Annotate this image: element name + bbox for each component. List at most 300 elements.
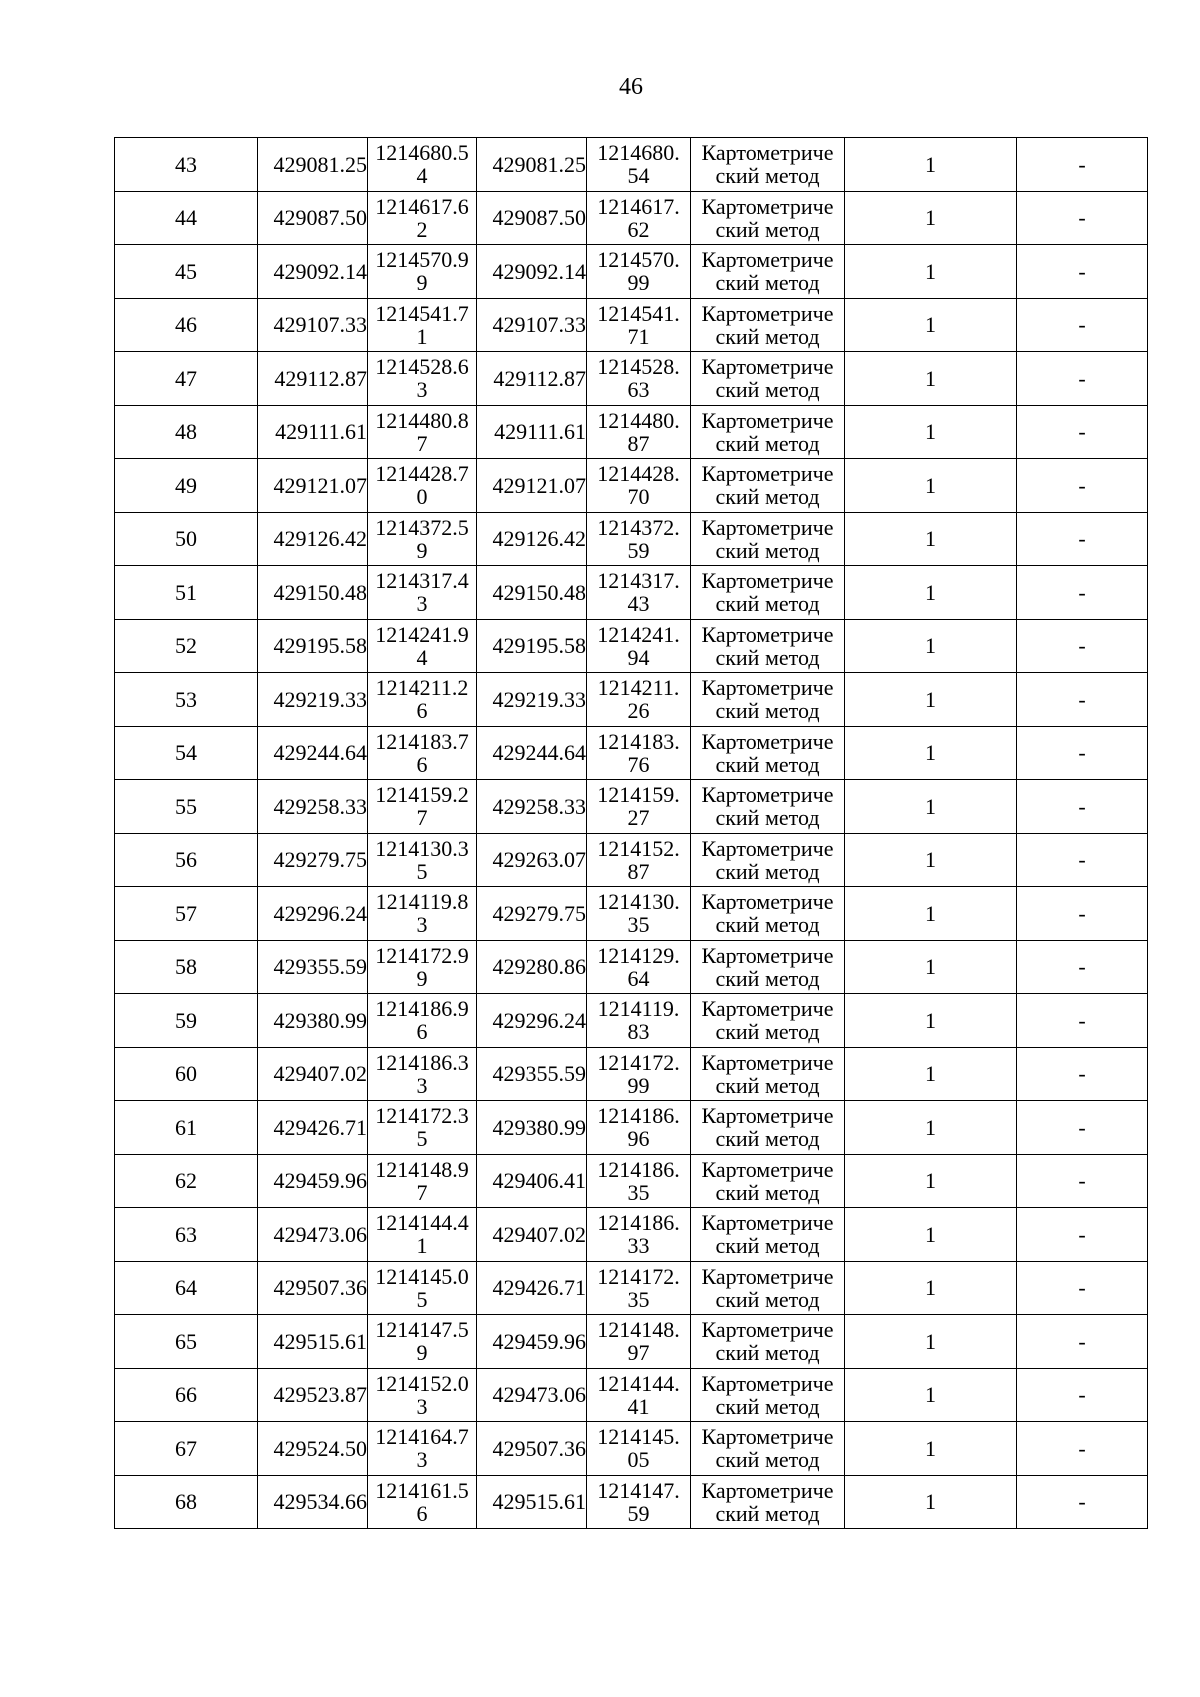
y-coordinate-line: 1214164.7 bbox=[375, 1424, 469, 1450]
x-coordinate-cell: 429296.24 bbox=[258, 887, 368, 941]
x-coordinate-alt-cell: 429263.07 bbox=[477, 833, 587, 887]
y-coordinate-line: 1214183.7 bbox=[375, 728, 469, 754]
y-coordinate-alt-line: 1214570. bbox=[597, 247, 680, 273]
x-coordinate-alt-cell: 429355.59 bbox=[477, 1047, 587, 1101]
x-coordinate-cell: 429515.61 bbox=[258, 1315, 368, 1369]
table-row bbox=[115, 619, 1148, 673]
method-line: Картометриче bbox=[701, 1317, 834, 1343]
note-cell: - bbox=[1017, 1475, 1148, 1529]
y-coordinate-alt-line: 1214145. bbox=[597, 1424, 680, 1450]
y-coordinate-line: 1214144.4 bbox=[375, 1210, 469, 1236]
y-coordinate-alt-line: 96 bbox=[627, 1126, 650, 1152]
method-cell bbox=[691, 245, 845, 299]
point-number-cell: 59 bbox=[115, 994, 258, 1048]
y-coordinate-cell bbox=[368, 1047, 477, 1101]
y-coordinate-line: 1214145.0 bbox=[375, 1263, 469, 1289]
method-line: ский метод bbox=[715, 1340, 820, 1366]
method-line: ский метод bbox=[715, 912, 820, 938]
y-coordinate-cell bbox=[368, 405, 477, 459]
method-line: ский метод bbox=[715, 1393, 820, 1419]
table-row bbox=[115, 1475, 1148, 1529]
y-coordinate-alt-line: 87 bbox=[627, 430, 650, 456]
note-cell: - bbox=[1017, 619, 1148, 673]
y-coordinate-alt-cell bbox=[587, 1154, 691, 1208]
y-coordinate-alt-line: 99 bbox=[627, 1072, 650, 1098]
y-coordinate-alt-cell bbox=[587, 1101, 691, 1155]
x-coordinate-cell: 429473.06 bbox=[258, 1208, 368, 1262]
method-cell bbox=[691, 994, 845, 1048]
method-line: Картометриче bbox=[701, 1477, 834, 1503]
table-row bbox=[115, 298, 1148, 352]
point-number-cell: 63 bbox=[115, 1208, 258, 1262]
y-coordinate-alt-cell bbox=[587, 1047, 691, 1101]
method-line: Картометриче bbox=[701, 568, 834, 594]
note-cell: - bbox=[1017, 1368, 1148, 1422]
method-line: Картометриче bbox=[701, 514, 834, 540]
y-coordinate-line: 2 bbox=[416, 216, 428, 242]
y-coordinate-line: 1214541.7 bbox=[375, 300, 469, 326]
point-number-cell: 67 bbox=[115, 1422, 258, 1476]
y-coordinate-cell bbox=[368, 459, 477, 513]
note-cell: - bbox=[1017, 512, 1148, 566]
y-coordinate-alt-line: 1214172. bbox=[597, 1263, 680, 1289]
point-number-cell: 62 bbox=[115, 1154, 258, 1208]
accuracy-cell: 1 bbox=[845, 726, 1017, 780]
y-coordinate-alt-line: 71 bbox=[627, 323, 650, 349]
y-coordinate-line: 1214372.5 bbox=[375, 514, 469, 540]
x-coordinate-alt-cell: 429121.07 bbox=[477, 459, 587, 513]
y-coordinate-line: 1214172.9 bbox=[375, 942, 469, 968]
y-coordinate-line: 5 bbox=[416, 858, 428, 884]
y-coordinate-line: 1214186.3 bbox=[375, 1049, 469, 1075]
method-line: Картометриче bbox=[701, 461, 834, 487]
method-cell bbox=[691, 191, 845, 245]
y-coordinate-line: 3 bbox=[416, 1393, 428, 1419]
table-row bbox=[115, 191, 1148, 245]
note-cell: - bbox=[1017, 1047, 1148, 1101]
y-coordinate-alt-cell bbox=[587, 566, 691, 620]
y-coordinate-alt-cell bbox=[587, 619, 691, 673]
note-cell: - bbox=[1017, 726, 1148, 780]
method-cell bbox=[691, 512, 845, 566]
y-coordinate-cell bbox=[368, 1154, 477, 1208]
y-coordinate-cell bbox=[368, 1101, 477, 1155]
point-number-cell: 46 bbox=[115, 298, 258, 352]
point-number-cell: 50 bbox=[115, 512, 258, 566]
method-line: ский метод bbox=[715, 805, 820, 831]
y-coordinate-cell bbox=[368, 994, 477, 1048]
x-coordinate-alt-cell: 429244.64 bbox=[477, 726, 587, 780]
y-coordinate-cell bbox=[368, 191, 477, 245]
y-coordinate-alt-line: 1214159. bbox=[597, 782, 680, 808]
x-coordinate-cell: 429081.25 bbox=[258, 138, 368, 192]
table-row bbox=[115, 994, 1148, 1048]
method-cell bbox=[691, 833, 845, 887]
x-coordinate-alt-cell: 429407.02 bbox=[477, 1208, 587, 1262]
y-coordinate-line: 1214317.4 bbox=[375, 568, 469, 594]
y-coordinate-cell bbox=[368, 1208, 477, 1262]
method-cell bbox=[691, 673, 845, 727]
y-coordinate-line: 1214480.8 bbox=[375, 407, 469, 433]
y-coordinate-line: 1214617.6 bbox=[375, 193, 469, 219]
y-coordinate-alt-line: 1214186. bbox=[597, 1103, 680, 1129]
y-coordinate-alt-cell bbox=[587, 459, 691, 513]
y-coordinate-line: 0 bbox=[416, 484, 428, 510]
x-coordinate-cell: 429092.14 bbox=[258, 245, 368, 299]
y-coordinate-alt-cell bbox=[587, 352, 691, 406]
y-coordinate-alt-line: 33 bbox=[627, 1233, 650, 1259]
y-coordinate-alt-line: 43 bbox=[627, 591, 650, 617]
y-coordinate-line: 3 bbox=[416, 1447, 428, 1473]
method-line: ский метод bbox=[715, 1126, 820, 1152]
y-coordinate-alt-line: 87 bbox=[627, 858, 650, 884]
method-line: ский метод bbox=[715, 163, 820, 189]
point-number-cell: 68 bbox=[115, 1475, 258, 1529]
y-coordinate-line: 1214528.6 bbox=[375, 354, 469, 380]
method-cell bbox=[691, 1422, 845, 1476]
y-coordinate-alt-line: 76 bbox=[627, 751, 650, 777]
method-line: Картометриче bbox=[701, 1210, 834, 1236]
y-coordinate-line: 7 bbox=[416, 805, 428, 831]
accuracy-cell: 1 bbox=[845, 138, 1017, 192]
y-coordinate-cell bbox=[368, 1368, 477, 1422]
method-cell bbox=[691, 1368, 845, 1422]
y-coordinate-cell bbox=[368, 245, 477, 299]
accuracy-cell: 1 bbox=[845, 1422, 1017, 1476]
note-cell: - bbox=[1017, 780, 1148, 834]
note-cell: - bbox=[1017, 1154, 1148, 1208]
note-cell: - bbox=[1017, 1261, 1148, 1315]
method-cell bbox=[691, 1315, 845, 1369]
y-coordinate-alt-line: 62 bbox=[627, 216, 650, 242]
y-coordinate-alt-cell bbox=[587, 512, 691, 566]
y-coordinate-alt-line: 63 bbox=[627, 377, 650, 403]
table-row bbox=[115, 1154, 1148, 1208]
point-number-cell: 66 bbox=[115, 1368, 258, 1422]
point-number-cell: 49 bbox=[115, 459, 258, 513]
y-coordinate-cell bbox=[368, 780, 477, 834]
x-coordinate-cell: 429107.33 bbox=[258, 298, 368, 352]
y-coordinate-line: 1214570.9 bbox=[375, 247, 469, 273]
accuracy-cell: 1 bbox=[845, 780, 1017, 834]
x-coordinate-alt-cell: 429081.25 bbox=[477, 138, 587, 192]
y-coordinate-line: 6 bbox=[416, 751, 428, 777]
y-coordinate-alt-cell bbox=[587, 833, 691, 887]
method-line: Картометриче bbox=[701, 193, 834, 219]
y-coordinate-line: 1 bbox=[416, 323, 428, 349]
y-coordinate-line: 3 bbox=[416, 591, 428, 617]
accuracy-cell: 1 bbox=[845, 1315, 1017, 1369]
method-line: Картометриче bbox=[701, 728, 834, 754]
accuracy-cell: 1 bbox=[845, 887, 1017, 941]
y-coordinate-line: 1214161.5 bbox=[375, 1477, 469, 1503]
y-coordinate-alt-cell bbox=[587, 245, 691, 299]
method-cell bbox=[691, 1154, 845, 1208]
point-number-cell: 44 bbox=[115, 191, 258, 245]
point-number-cell: 58 bbox=[115, 940, 258, 994]
method-line: Картометриче bbox=[701, 300, 834, 326]
x-coordinate-cell: 429111.61 bbox=[258, 405, 368, 459]
y-coordinate-cell bbox=[368, 1475, 477, 1529]
accuracy-cell: 1 bbox=[845, 940, 1017, 994]
accuracy-cell: 1 bbox=[845, 566, 1017, 620]
y-coordinate-line: 1214428.7 bbox=[375, 461, 469, 487]
y-coordinate-alt-line: 35 bbox=[627, 1179, 650, 1205]
y-coordinate-line: 9 bbox=[416, 270, 428, 296]
method-line: ский метод bbox=[715, 1179, 820, 1205]
table-row bbox=[115, 887, 1148, 941]
y-coordinate-alt-line: 1214372. bbox=[597, 514, 680, 540]
y-coordinate-line: 5 bbox=[416, 1126, 428, 1152]
y-coordinate-alt-line: 1214186. bbox=[597, 1156, 680, 1182]
accuracy-cell: 1 bbox=[845, 994, 1017, 1048]
method-cell bbox=[691, 726, 845, 780]
y-coordinate-line: 1214147.5 bbox=[375, 1317, 469, 1343]
point-number-cell: 57 bbox=[115, 887, 258, 941]
y-coordinate-alt-line: 1214541. bbox=[597, 300, 680, 326]
note-cell: - bbox=[1017, 245, 1148, 299]
point-number-cell: 47 bbox=[115, 352, 258, 406]
y-coordinate-alt-line: 1214130. bbox=[597, 889, 680, 915]
y-coordinate-alt-line: 1214617. bbox=[597, 193, 680, 219]
y-coordinate-cell bbox=[368, 512, 477, 566]
x-coordinate-alt-cell: 429111.61 bbox=[477, 405, 587, 459]
method-line: ский метод bbox=[715, 965, 820, 991]
x-coordinate-alt-cell: 429380.99 bbox=[477, 1101, 587, 1155]
y-coordinate-cell bbox=[368, 940, 477, 994]
note-cell: - bbox=[1017, 459, 1148, 513]
method-line: Картометриче bbox=[701, 1370, 834, 1396]
x-coordinate-cell: 429121.07 bbox=[258, 459, 368, 513]
note-cell: - bbox=[1017, 566, 1148, 620]
y-coordinate-line: 7 bbox=[416, 1179, 428, 1205]
point-number-cell: 61 bbox=[115, 1101, 258, 1155]
y-coordinate-cell bbox=[368, 566, 477, 620]
y-coordinate-alt-line: 1214119. bbox=[597, 996, 680, 1022]
y-coordinate-cell bbox=[368, 1422, 477, 1476]
y-coordinate-alt-cell bbox=[587, 673, 691, 727]
y-coordinate-line: 1214186.9 bbox=[375, 996, 469, 1022]
method-cell bbox=[691, 619, 845, 673]
x-coordinate-cell: 429258.33 bbox=[258, 780, 368, 834]
method-line: Картометриче bbox=[701, 407, 834, 433]
y-coordinate-alt-cell bbox=[587, 1368, 691, 1422]
y-coordinate-line: 4 bbox=[416, 163, 428, 189]
method-line: Картометриче bbox=[701, 889, 834, 915]
table-row bbox=[115, 138, 1148, 192]
y-coordinate-alt-line: 1214211. bbox=[597, 675, 680, 701]
y-coordinate-alt-cell bbox=[587, 405, 691, 459]
y-coordinate-alt-line: 41 bbox=[627, 1393, 650, 1419]
method-cell bbox=[691, 1047, 845, 1101]
y-coordinate-cell bbox=[368, 619, 477, 673]
y-coordinate-alt-line: 35 bbox=[627, 912, 650, 938]
method-line: ский метод bbox=[715, 216, 820, 242]
y-coordinate-alt-cell bbox=[587, 994, 691, 1048]
accuracy-cell: 1 bbox=[845, 1047, 1017, 1101]
y-coordinate-cell bbox=[368, 1315, 477, 1369]
table-row bbox=[115, 1422, 1148, 1476]
y-coordinate-alt-cell bbox=[587, 940, 691, 994]
accuracy-cell: 1 bbox=[845, 1101, 1017, 1155]
x-coordinate-alt-cell: 429258.33 bbox=[477, 780, 587, 834]
y-coordinate-alt-line: 1214528. bbox=[597, 354, 680, 380]
y-coordinate-alt-cell bbox=[587, 191, 691, 245]
method-line: ский метод bbox=[715, 1286, 820, 1312]
note-cell: - bbox=[1017, 405, 1148, 459]
point-number-cell: 48 bbox=[115, 405, 258, 459]
method-line: ский метод bbox=[715, 1447, 820, 1473]
y-coordinate-alt-line: 1214152. bbox=[597, 835, 680, 861]
table-row bbox=[115, 245, 1148, 299]
y-coordinate-alt-cell bbox=[587, 1422, 691, 1476]
y-coordinate-alt-line: 1214144. bbox=[597, 1370, 680, 1396]
x-coordinate-cell: 429380.99 bbox=[258, 994, 368, 1048]
x-coordinate-cell: 429244.64 bbox=[258, 726, 368, 780]
accuracy-cell: 1 bbox=[845, 298, 1017, 352]
y-coordinate-line: 7 bbox=[416, 430, 428, 456]
table-row bbox=[115, 1047, 1148, 1101]
y-coordinate-line: 1214152.0 bbox=[375, 1370, 469, 1396]
x-coordinate-cell: 429219.33 bbox=[258, 673, 368, 727]
note-cell: - bbox=[1017, 191, 1148, 245]
y-coordinate-alt-cell bbox=[587, 1475, 691, 1529]
method-cell bbox=[691, 1101, 845, 1155]
y-coordinate-cell bbox=[368, 298, 477, 352]
y-coordinate-line: 1214130.3 bbox=[375, 835, 469, 861]
method-cell bbox=[691, 1261, 845, 1315]
y-coordinate-line: 9 bbox=[416, 965, 428, 991]
y-coordinate-cell bbox=[368, 887, 477, 941]
method-cell bbox=[691, 940, 845, 994]
method-line: Картометриче bbox=[701, 140, 834, 166]
y-coordinate-cell bbox=[368, 726, 477, 780]
x-coordinate-cell: 429534.66 bbox=[258, 1475, 368, 1529]
y-coordinate-cell bbox=[368, 352, 477, 406]
y-coordinate-alt-line: 05 bbox=[627, 1447, 650, 1473]
method-line: ский метод bbox=[715, 1233, 820, 1259]
y-coordinate-line: 3 bbox=[416, 912, 428, 938]
method-line: Картометриче bbox=[701, 1156, 834, 1182]
method-line: Картометриче bbox=[701, 1049, 834, 1075]
table-row bbox=[115, 459, 1148, 513]
method-line: ский метод bbox=[715, 858, 820, 884]
y-coordinate-alt-cell bbox=[587, 780, 691, 834]
y-coordinate-cell bbox=[368, 138, 477, 192]
y-coordinate-alt-line: 1214317. bbox=[597, 568, 680, 594]
note-cell: - bbox=[1017, 940, 1148, 994]
x-coordinate-alt-cell: 429473.06 bbox=[477, 1368, 587, 1422]
y-coordinate-alt-line: 99 bbox=[627, 270, 650, 296]
table-row bbox=[115, 673, 1148, 727]
method-line: ский метод bbox=[715, 270, 820, 296]
table-row bbox=[115, 940, 1148, 994]
note-cell: - bbox=[1017, 298, 1148, 352]
method-line: ский метод bbox=[715, 1072, 820, 1098]
x-coordinate-alt-cell: 429406.41 bbox=[477, 1154, 587, 1208]
y-coordinate-alt-line: 1214148. bbox=[597, 1317, 680, 1343]
y-coordinate-line: 1 bbox=[416, 1233, 428, 1259]
method-cell bbox=[691, 405, 845, 459]
y-coordinate-line: 1214148.9 bbox=[375, 1156, 469, 1182]
y-coordinate-alt-cell bbox=[587, 726, 691, 780]
note-cell: - bbox=[1017, 833, 1148, 887]
x-coordinate-alt-cell: 429426.71 bbox=[477, 1261, 587, 1315]
y-coordinate-alt-line: 1214147. bbox=[597, 1477, 680, 1503]
x-coordinate-alt-cell: 429507.36 bbox=[477, 1422, 587, 1476]
y-coordinate-line: 9 bbox=[416, 537, 428, 563]
method-line: Картометриче bbox=[701, 942, 834, 968]
y-coordinate-line: 6 bbox=[416, 1500, 428, 1526]
y-coordinate-alt-line: 64 bbox=[627, 965, 650, 991]
y-coordinate-alt-line: 83 bbox=[627, 1019, 650, 1045]
y-coordinate-line: 1214241.9 bbox=[375, 621, 469, 647]
table-row bbox=[115, 726, 1148, 780]
y-coordinate-alt-cell bbox=[587, 138, 691, 192]
method-cell bbox=[691, 138, 845, 192]
accuracy-cell: 1 bbox=[845, 673, 1017, 727]
x-coordinate-alt-cell: 429195.58 bbox=[477, 619, 587, 673]
note-cell: - bbox=[1017, 1208, 1148, 1262]
table-row bbox=[115, 352, 1148, 406]
point-number-cell: 64 bbox=[115, 1261, 258, 1315]
point-number-cell: 52 bbox=[115, 619, 258, 673]
y-coordinate-alt-line: 94 bbox=[627, 644, 650, 670]
note-cell: - bbox=[1017, 673, 1148, 727]
y-coordinate-cell bbox=[368, 673, 477, 727]
method-line: Картометриче bbox=[701, 996, 834, 1022]
y-coordinate-cell bbox=[368, 1261, 477, 1315]
method-line: Картометриче bbox=[701, 1103, 834, 1129]
y-coordinate-alt-cell bbox=[587, 1261, 691, 1315]
y-coordinate-alt-line: 1214129. bbox=[597, 942, 680, 968]
table-body bbox=[115, 138, 1148, 1529]
y-coordinate-alt-line: 1214172. bbox=[597, 1049, 680, 1075]
table-row bbox=[115, 405, 1148, 459]
x-coordinate-cell: 429459.96 bbox=[258, 1154, 368, 1208]
method-line: ский метод bbox=[715, 1500, 820, 1526]
x-coordinate-cell: 429279.75 bbox=[258, 833, 368, 887]
y-coordinate-alt-line: 26 bbox=[627, 698, 650, 724]
y-coordinate-alt-cell bbox=[587, 1315, 691, 1369]
method-line: ский метод bbox=[715, 323, 820, 349]
x-coordinate-alt-cell: 429112.87 bbox=[477, 352, 587, 406]
x-coordinate-alt-cell: 429126.42 bbox=[477, 512, 587, 566]
y-coordinate-alt-line: 1214480. bbox=[597, 407, 680, 433]
note-cell: - bbox=[1017, 1422, 1148, 1476]
method-line: Картометриче bbox=[701, 247, 834, 273]
x-coordinate-cell: 429126.42 bbox=[258, 512, 368, 566]
y-coordinate-alt-line: 1214183. bbox=[597, 728, 680, 754]
note-cell: - bbox=[1017, 352, 1148, 406]
accuracy-cell: 1 bbox=[845, 1261, 1017, 1315]
page-number: 46 bbox=[619, 74, 643, 100]
note-cell: - bbox=[1017, 887, 1148, 941]
method-line: ский метод bbox=[715, 698, 820, 724]
x-coordinate-cell: 429426.71 bbox=[258, 1101, 368, 1155]
note-cell: - bbox=[1017, 1101, 1148, 1155]
accuracy-cell: 1 bbox=[845, 1208, 1017, 1262]
point-number-cell: 60 bbox=[115, 1047, 258, 1101]
table-row bbox=[115, 1368, 1148, 1422]
method-line: ский метод bbox=[715, 537, 820, 563]
method-line: Картометриче bbox=[701, 1424, 834, 1450]
y-coordinate-line: 1214680.5 bbox=[375, 140, 469, 166]
table-row bbox=[115, 1208, 1148, 1262]
y-coordinate-alt-line: 59 bbox=[627, 1500, 650, 1526]
y-coordinate-alt-line: 54 bbox=[627, 163, 650, 189]
table-row bbox=[115, 566, 1148, 620]
